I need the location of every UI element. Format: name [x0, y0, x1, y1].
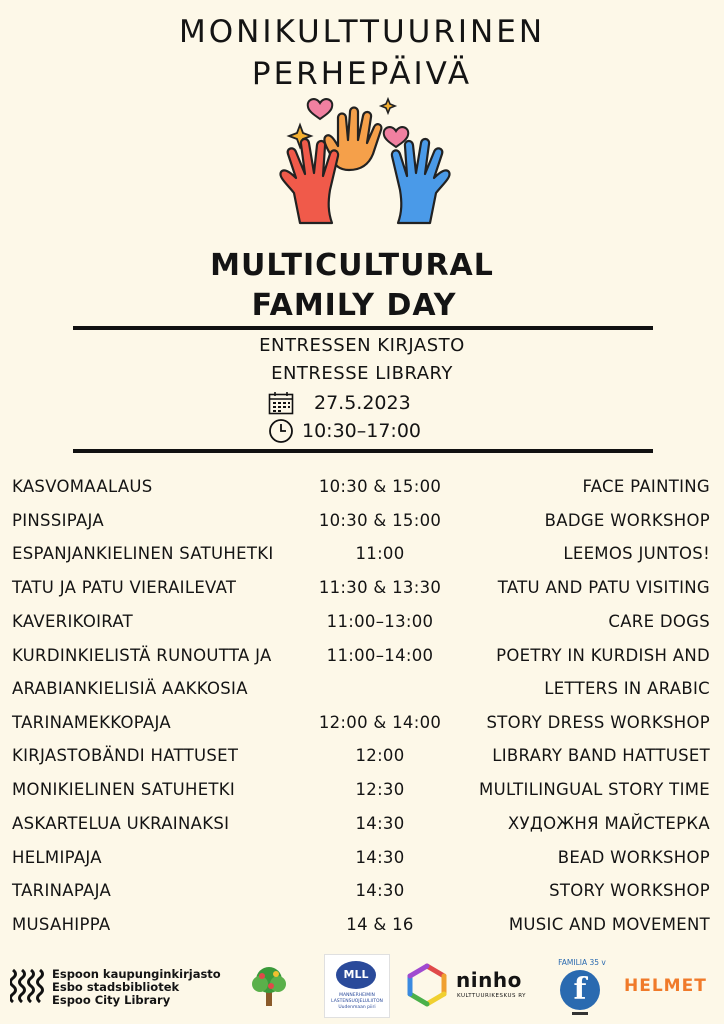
activity-finnish: ESPANJANKIELINEN SATUHETKI — [12, 544, 274, 563]
venue-english: ENTRESSE LIBRARY — [271, 363, 453, 384]
mll-badge: MLL — [336, 961, 376, 989]
activity-time: 14:30 — [355, 814, 405, 833]
title-line-2: PERHEPÄIVÄ — [251, 56, 473, 92]
activity-english: POETRY IN KURDISH AND — [496, 646, 710, 665]
activity-time: 12:00 & 14:00 — [318, 713, 442, 732]
list-item — [0, 612, 724, 646]
activity-finnish: KAVERIKOIRAT — [12, 612, 134, 631]
subtitle-line-1: MULTICULTURAL — [210, 248, 494, 283]
subtitle-line-2: FAMILY DAY — [251, 288, 457, 323]
title-line-1: MONIKULTTUURINEN — [178, 14, 546, 50]
activity-english: LETTERS IN ARABIC — [544, 679, 710, 698]
activity-finnish: MONIKIELINEN SATUHETKI — [12, 780, 236, 799]
activity-time: 14:30 — [355, 881, 405, 900]
activity-english: BEAD WORKSHOP — [557, 848, 710, 867]
activity-time: 14:30 — [355, 848, 405, 867]
ninho-icon — [404, 962, 450, 1008]
activity-english: STORY DRESS WORKSHOP — [486, 713, 710, 732]
activity-english: ХУДОЖНЯ МАЙСТЕРКА — [507, 814, 710, 833]
list-item — [0, 814, 724, 848]
divider-bottom — [73, 449, 653, 453]
library-name-fi: Espoon kaupunginkirjasto — [52, 967, 221, 981]
list-item — [0, 848, 724, 882]
library-name-en: Espoo City Library — [52, 993, 171, 1007]
list-item — [0, 679, 724, 713]
activity-finnish: PINSSIPAJA — [12, 511, 105, 530]
list-item — [0, 881, 724, 915]
activity-finnish: TARINAMEKKOPAJA — [12, 713, 171, 732]
activity-time: 11:00–14:00 — [326, 646, 434, 665]
sparkle-icon — [381, 99, 395, 113]
activity-time: 10:30 & 15:00 — [318, 511, 442, 530]
activity-finnish: TARINAPAJA — [12, 881, 112, 900]
helmet-logo: HELMET — [624, 976, 707, 996]
familia-stand — [572, 1012, 588, 1015]
list-item — [0, 544, 724, 578]
heart-icon — [308, 99, 333, 119]
activity-time: 14 & 16 — [346, 915, 414, 934]
activity-finnish: KASVOMAALAUS — [12, 477, 153, 496]
activity-time: 11:30 & 13:30 — [318, 578, 442, 597]
ninho-logo — [404, 962, 530, 1010]
list-item — [0, 477, 724, 511]
espoo-library-logo — [10, 968, 225, 1008]
activity-finnish: HELMIPAJA — [12, 848, 102, 867]
divider-top — [73, 326, 653, 330]
familia-text: FAMILIA 35 v — [558, 958, 606, 967]
espoo-library-icon — [10, 968, 44, 1006]
activity-time: 11:00 — [355, 544, 405, 563]
list-item — [0, 511, 724, 545]
activity-time: 12:30 — [355, 780, 405, 799]
ry-logo-text — [236, 952, 237, 953]
activity-finnish: TATU JA PATU VIERAILEVAT — [12, 578, 237, 597]
list-item — [0, 780, 724, 814]
activity-english: LEEMOS JUNTOS! — [563, 544, 710, 563]
library-name-sv: Esbo stadsbibliotek — [52, 980, 180, 994]
list-item — [0, 578, 724, 612]
activity-finnish: MUSAHIPPA — [12, 915, 111, 934]
activity-english: FACE PAINTING — [582, 477, 710, 496]
mll-logo — [324, 954, 390, 1018]
ry-logo — [236, 952, 302, 1018]
event-time: 10:30–17:00 — [302, 420, 422, 442]
activity-finnish: KURDINKIELISTÄ RUNOUTTA JA — [12, 646, 272, 665]
activity-english: BADGE WORKSHOP — [544, 511, 710, 530]
list-item — [0, 646, 724, 680]
list-item — [0, 713, 724, 747]
activity-english: STORY WORKSHOP — [549, 881, 710, 900]
hand-icon — [392, 139, 450, 223]
activity-english: CARE DOGS — [608, 612, 710, 631]
list-item — [0, 915, 724, 949]
activity-time: 10:30 & 15:00 — [318, 477, 442, 496]
mll-subtitle: MANNERHEIMIN LASTENSUOJELULIITON Uudenmaan piiri — [331, 993, 383, 1010]
activity-finnish: ARABIANKIELISIÄ AAKKOSIA — [12, 679, 248, 698]
venue-finnish: ENTRESSEN KIRJASTO — [259, 335, 465, 356]
clock-icon — [268, 418, 294, 444]
activity-english: LIBRARY BAND HATTUSET — [492, 746, 710, 765]
activity-finnish: ASKARTELUA UKRAINAKSI — [12, 814, 230, 833]
familia-badge: f — [560, 970, 600, 1010]
event-date: 27.5.2023 — [314, 392, 411, 414]
calendar-icon — [268, 391, 294, 415]
ninho-name: ninho — [456, 968, 522, 992]
ninho-subtitle: KULTTUURIKESKUS RY — [457, 993, 527, 999]
activity-english: TATU AND PATU VISITING — [497, 578, 710, 597]
activity-time: 11:00–13:00 — [326, 612, 434, 631]
activity-finnish: KIRJASTOBÄNDI HATTUSET — [12, 746, 239, 765]
activity-time: 12:00 — [355, 746, 405, 765]
activity-english: MULTILINGUAL STORY TIME — [479, 780, 710, 799]
hands-illustration — [270, 95, 460, 230]
familia-logo — [550, 956, 614, 1018]
tree-icon — [236, 952, 302, 1018]
list-item — [0, 746, 724, 780]
activity-english: MUSIC AND MOVEMENT — [508, 915, 710, 934]
